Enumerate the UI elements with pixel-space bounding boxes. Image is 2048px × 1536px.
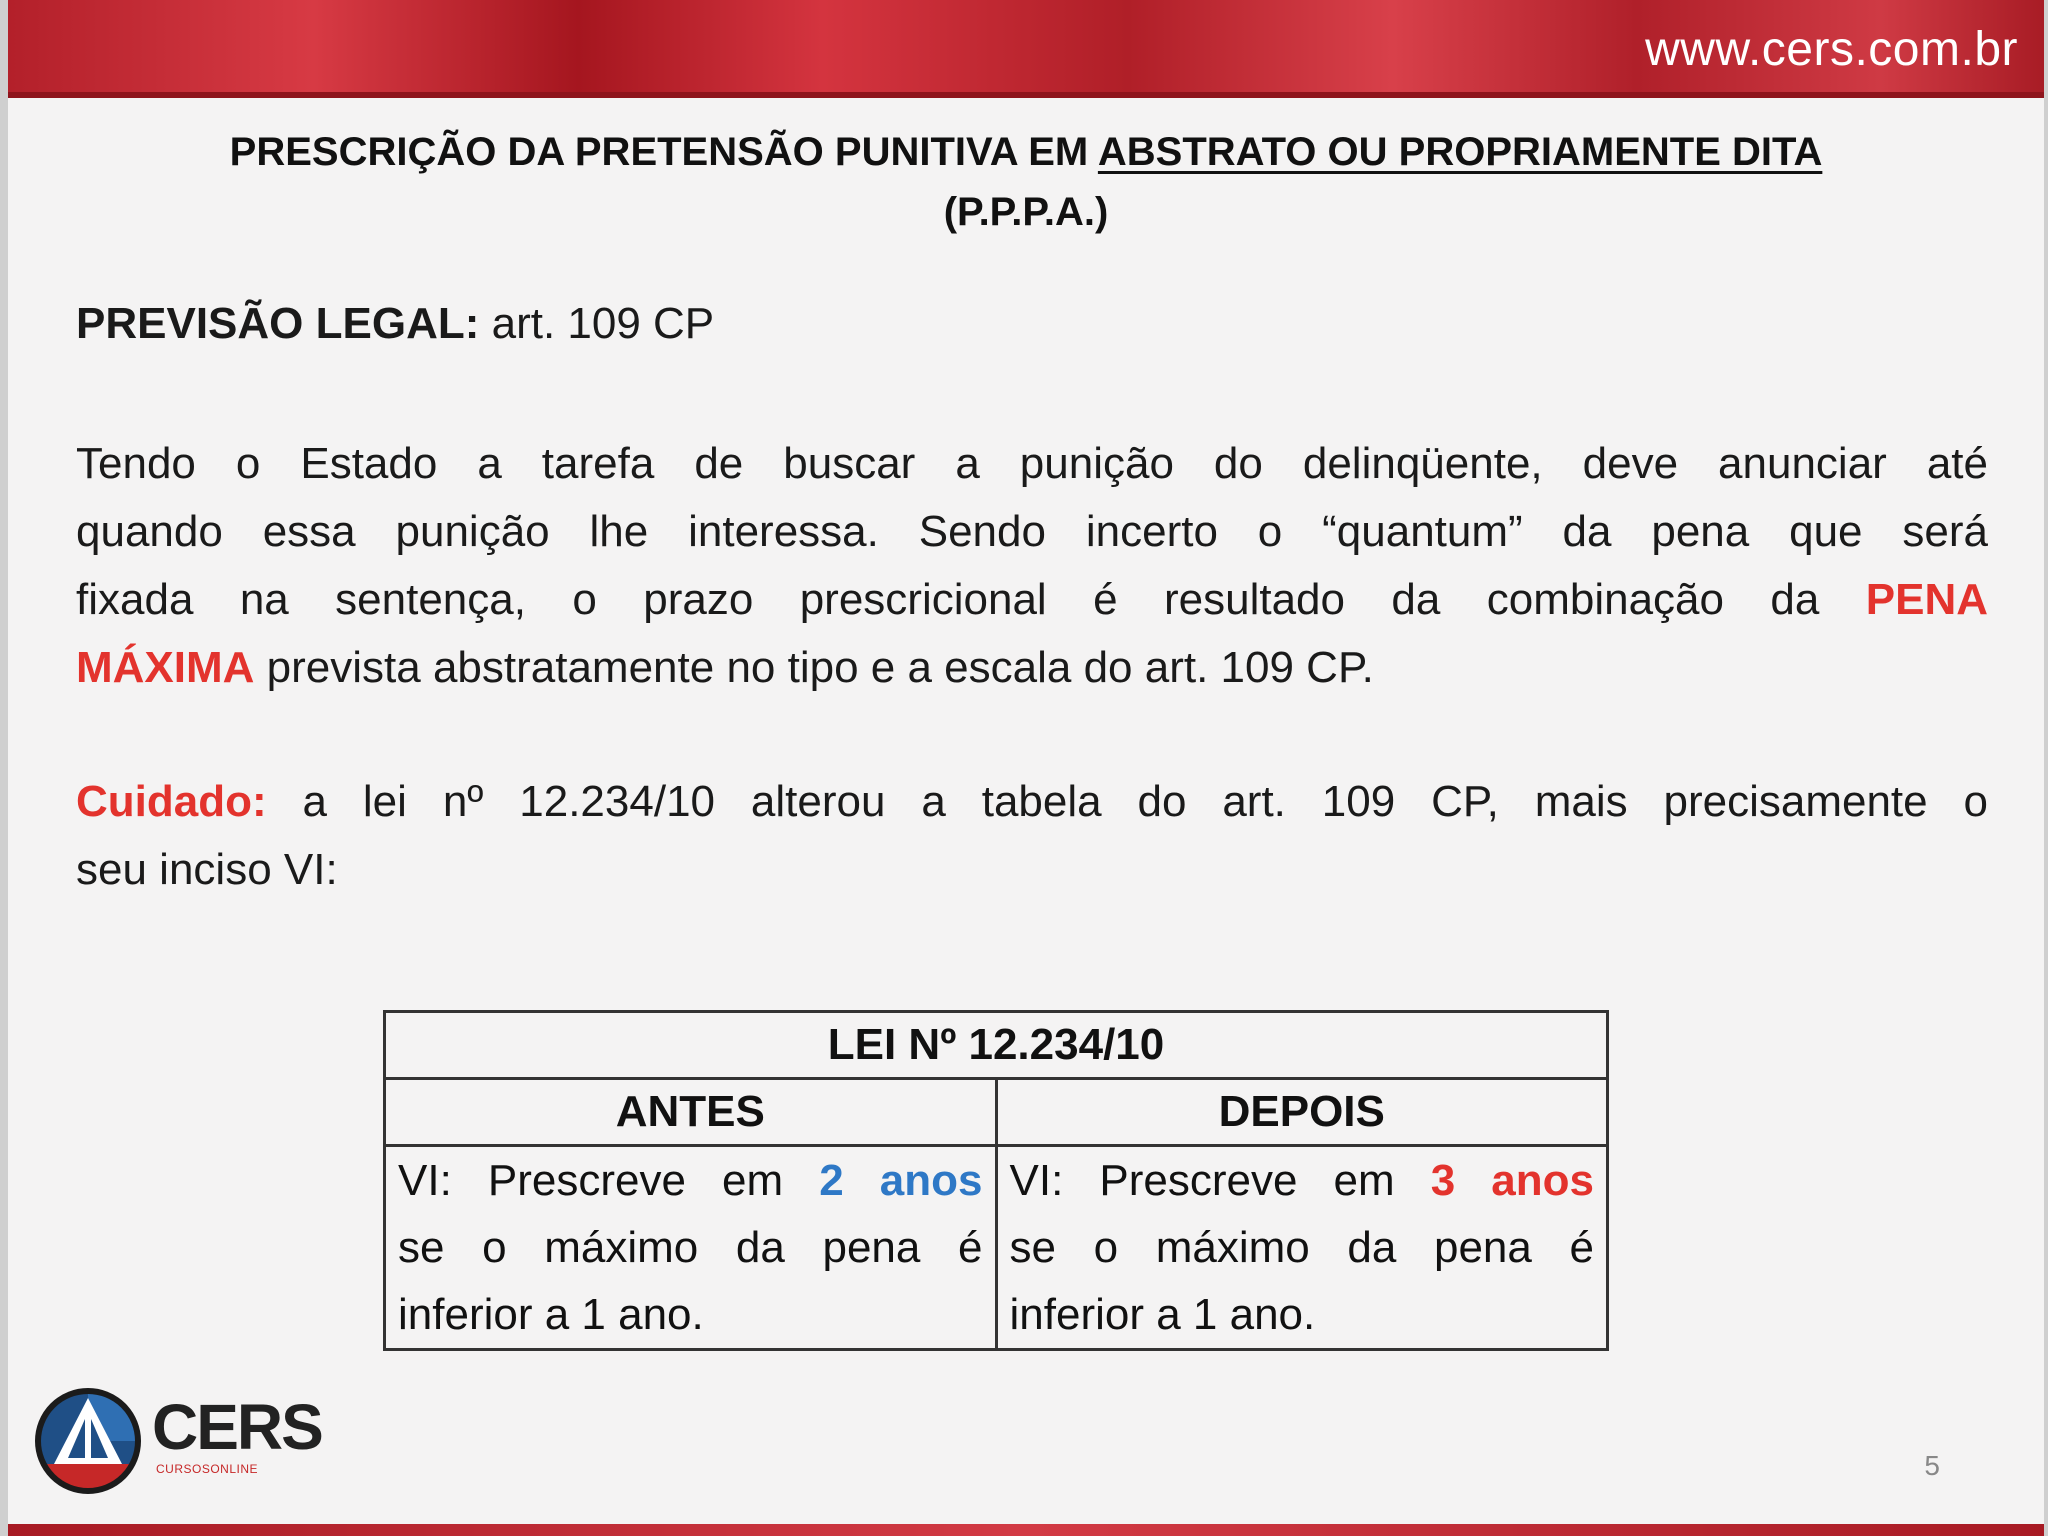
cell-before-line-2: se o máximo da pena é (398, 1223, 983, 1272)
caution-line-2: seu inciso VI: (76, 845, 338, 894)
logo-subtext: CURSOSONLINE (156, 1462, 259, 1476)
paragraph-line-1: Tendo o Estado a tarefa de buscar a punição do delinqüente, deve anunciar até (76, 439, 1988, 488)
legal-label: PREVISÃO LEGAL: (76, 299, 480, 348)
legal-basis (76, 290, 1988, 358)
paragraph-line-4-text: prevista abstratamente no tipo e a escala do art. 109 CP. (254, 643, 1374, 692)
title-part1: PRESCRIÇÃO DA PRETENSÃO PUNITIVA EM (229, 130, 1098, 174)
table-row (385, 1146, 1608, 1350)
highlight-3-anos: 3 anos (1430, 1156, 1594, 1205)
highlight-2-anos: 2 anos (819, 1156, 983, 1205)
caution-label: Cuidado: (76, 777, 267, 826)
footer-bar (8, 1524, 2044, 1536)
cell-after-line-2: se o máximo da pena é (1009, 1223, 1594, 1272)
slide-title (48, 122, 2004, 242)
caution-line-1-text: a lei nº 12.234/10 alterou a tabela do art. 109 CP, mais precisamente o (266, 777, 1988, 826)
cers-logo-icon (34, 1386, 144, 1496)
caution-paragraph (76, 768, 1988, 904)
cers-logo (34, 1386, 344, 1496)
cell-after (996, 1146, 1608, 1350)
caution-line-1 (76, 768, 1988, 836)
paragraph-line-3 (76, 566, 1988, 634)
logo-text: CERS (152, 1391, 322, 1463)
title-underlined: ABSTRATO OU PROPRIAMENTE DITA (1097, 130, 1823, 174)
header-bar (8, 0, 2044, 98)
cell-after-prefix: VI: Prescreve em (1009, 1156, 1431, 1205)
page-number: 5 (1924, 1450, 1940, 1481)
slide (8, 0, 2044, 1536)
cell-after-line-1 (1010, 1147, 1595, 1214)
legal-value: art. 109 CP (479, 299, 715, 348)
law-comparison-table (383, 1010, 1609, 1351)
highlight-pena: PENA (1865, 575, 1988, 624)
main-paragraph (76, 430, 1988, 702)
paragraph-line-4 (76, 634, 1988, 702)
cell-before-line-3: inferior a 1 ano. (398, 1290, 704, 1339)
table-title-row (385, 1012, 1608, 1079)
column-header-after: DEPOIS (996, 1079, 1608, 1146)
table-title: LEI Nº 12.234/10 (385, 1012, 1608, 1079)
column-header-before: ANTES (385, 1079, 997, 1146)
site-url[interactable]: www.cers.com.br (1645, 23, 2018, 76)
cell-before-line-1 (398, 1147, 983, 1214)
highlight-maxima: MÁXIMA (76, 643, 255, 692)
title-line2: (P.P.P.A.) (943, 190, 1109, 234)
cell-before (385, 1146, 997, 1350)
cell-after-line-3: inferior a 1 ano. (1009, 1290, 1316, 1339)
paragraph-line-3-text: fixada na sentença, o prazo prescricional é resultado da combinação da (76, 575, 1866, 624)
cell-before-prefix: VI: Prescreve em (398, 1156, 820, 1205)
table-header-row (385, 1079, 1608, 1146)
paragraph-line-2: quando essa punição lhe interessa. Sendo incerto o “quantum” da pena que será (76, 507, 1988, 556)
